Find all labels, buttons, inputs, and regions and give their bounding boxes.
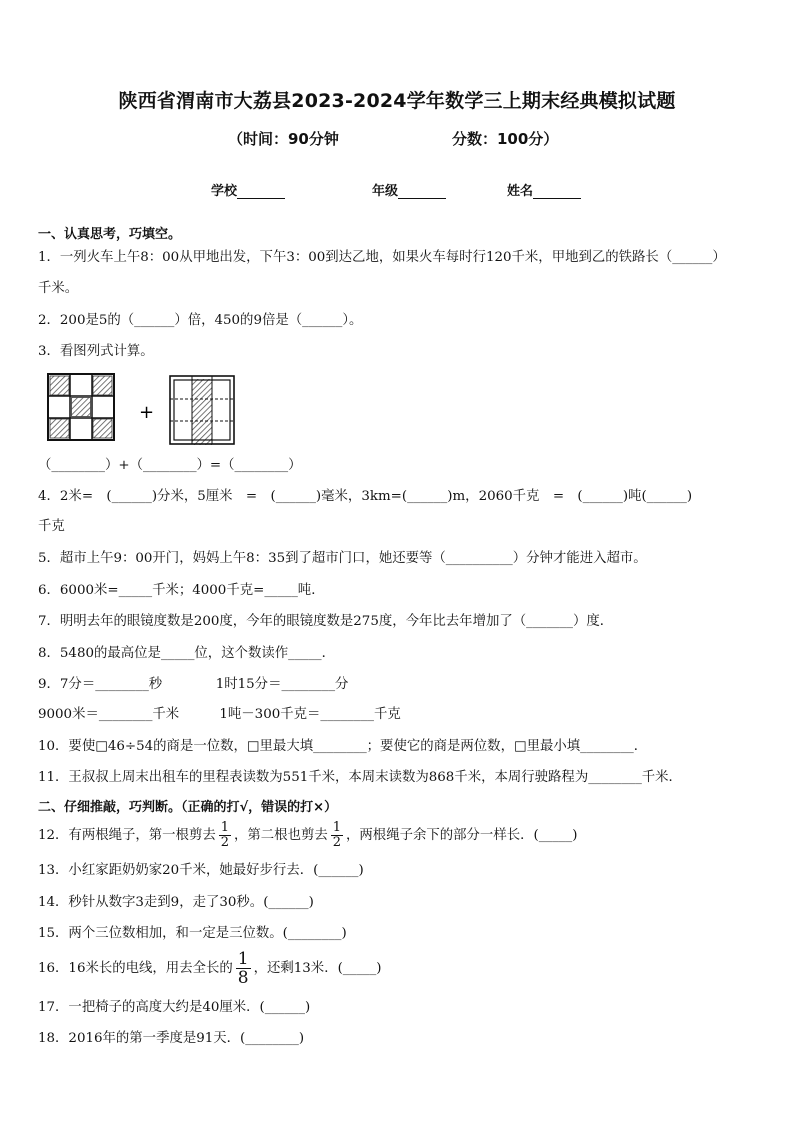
question-18: 18．2016年的第一季度是91天．(________)	[38, 1031, 305, 1046]
question-10: 10．要使□46÷54的商是一位数，□里最大填________；要使它的商是两位数，□里最小填________．	[38, 739, 648, 754]
question-1-cont: 千米。	[38, 281, 79, 296]
q16-text-2: ，还剩13米．(_____)	[253, 961, 382, 976]
fraction-one-half-1	[219, 821, 231, 850]
q16-den: 8	[237, 968, 249, 988]
question-3: 3．看图列式计算。	[38, 344, 154, 359]
q12-text-1: 12．有两根绳子，第一根剪去	[38, 828, 216, 843]
exam-score: 分数：100分）	[452, 130, 559, 148]
fraction-one-eighth	[236, 950, 251, 987]
question-3-figure	[46, 372, 246, 448]
q16-num: 1	[237, 949, 249, 969]
question-4: 4．2米= (______)分米，5厘米 = (______)毫米，3km=(______)m，2060千克 = (______)吨(______)	[38, 489, 693, 504]
question-11: 11．王叔叔上周末出租车的里程表读数为551千米，本周末读数为868千米，本周行驶路程为________千米．	[38, 770, 682, 785]
question-5: 5．超市上午9：00开门，妈妈上午8：35到了超市门口，她还要等（__________）分钟才能进入超市。	[38, 551, 647, 566]
q12-den-2: 2	[332, 835, 342, 850]
school-label: 学校	[211, 184, 238, 199]
question-16	[38, 948, 382, 990]
q12-den-1: 2	[220, 835, 230, 850]
q12-num-1: 1	[220, 820, 230, 835]
question-12	[38, 818, 577, 854]
q16-text-1: 16．16米长的电线，用去全长的	[38, 961, 233, 976]
grade-label: 年级	[372, 184, 399, 199]
question-1: 1．一列火车上午8：00从甲地出发，下午3：00到达乙地，如果火车每时行120千米，甲地到乙的铁路长（______）	[38, 250, 726, 265]
question-6: 6．6000米=_____千米；4000千克=_____吨．	[38, 583, 325, 598]
question-9-cont: 9000米＝________千米 1吨－300千克＝________千克	[38, 707, 401, 722]
question-9: 9．7分＝________秒 1时15分＝________分	[38, 677, 349, 692]
school-field	[211, 180, 285, 199]
question-13: 13．小红家距奶奶家20千米，她最好步行去．(______)	[38, 863, 364, 878]
name-label: 姓名	[507, 184, 534, 199]
right-grid	[170, 376, 234, 445]
section-2-heading: 二、仔细推敲，巧判断。（正确的打√，错误的打×）	[38, 800, 338, 815]
name-blank[interactable]	[533, 184, 581, 199]
section-1-heading: 一、认真思考，巧填空。	[38, 227, 182, 242]
page-title: 陕西省渭南市大荔县2023-2024学年数学三上期末经典模拟试题	[118, 90, 676, 112]
question-8: 8．5480的最高位是_____位，这个数读作_____．	[38, 646, 336, 661]
grade-field	[372, 180, 446, 199]
q12-text-3: ，两根绳子余下的部分一样长．(_____)	[346, 828, 578, 843]
question-4-cont: 千克	[38, 519, 65, 534]
name-field	[507, 180, 581, 199]
question-15: 15．两个三位数相加，和一定是三位数。(________)	[38, 926, 347, 941]
question-14: 14．秒针从数字3走到9，走了30秒。(______)	[38, 895, 314, 910]
exam-time: （时间：90分钟	[228, 130, 339, 148]
plus-sign: +	[139, 402, 155, 423]
grade-blank[interactable]	[398, 184, 446, 199]
q12-text-2: ，第二根也剪去	[234, 828, 328, 843]
fraction-one-half-2	[331, 821, 343, 850]
school-blank[interactable]	[237, 184, 285, 199]
q12-num-2: 1	[332, 820, 342, 835]
left-grid	[48, 374, 114, 440]
question-17: 17．一把椅子的高度大约是40厘米．(______)	[38, 1000, 311, 1015]
question-3-answer: （________）+（________）=（________）	[38, 458, 302, 473]
question-2: 2．200是5的（______）倍，450的9倍是（______）。	[38, 313, 363, 328]
question-7: 7．明明去年的眼镜度数是200度，今年的眼镜度数是275度，今年比去年增加了（_______）度．	[38, 614, 614, 629]
